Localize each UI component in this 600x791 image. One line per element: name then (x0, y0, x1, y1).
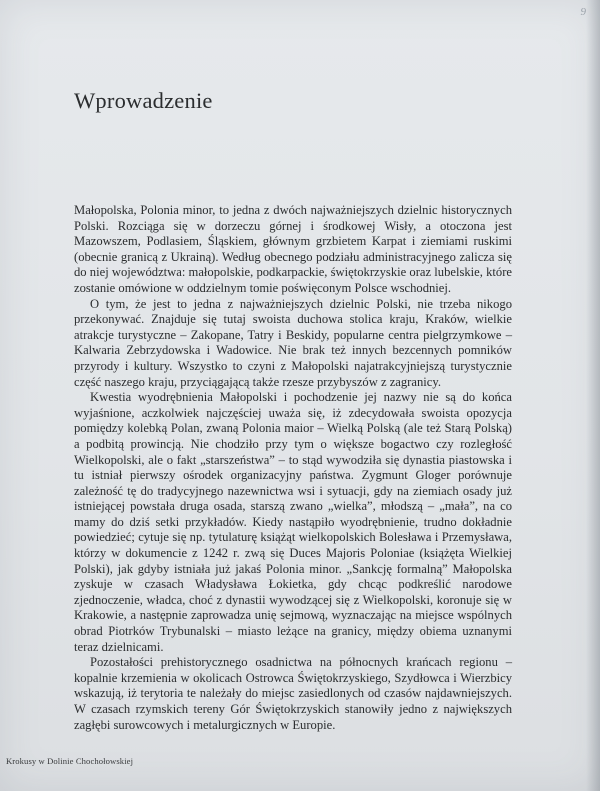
paragraph-3: Kwestia wyodrębnienia Małopolski i pochodzenie jej nazwy nie są do końca wyjaśnione, aczkolwiek najczęściej uważa się, iż zdecydowała swoista opozycja pomiędzy kolebką Polan, zwaną Polonia maior – Wielką Polską (ale też Starą Polską) a podbitą prowincją. Nie chodziło przy tym o większe bogactwo czy rozległość Wielkopolski, ale o fakt „starszeństwa” – to stąd wywodziła się dynastia piastowska i tu istniał pierwszy ośrodek organizacyjny państwa. Zygmunt Gloger porównuje zależność tę do tradycyjnego nazewnictwa wsi i sytuacji, gdy na ziemiach osady już istniejącej powstała druga osada, starszą zwano „wielka”, młodszą – „mała”, na co mamy do dziś setki przykładów. Kiedy nastąpiło wyodrębnienie, trudno dokładnie powiedzieć; cytuje się np. tytulaturę książąt wielkopolskich Bolesława i Przemysława, którzy w dokumencie z 1242 r. zwą się Duces Majoris Poloniae (książęta Wielkiej Polski), jak gdyby istniała już jakaś Polonia minor. „Sankcję formalną” Małopolska zyskuje w czasach Władysława Łokietka, gdy chcąc podkreślić narodowe zjednoczenie, władca, choć z dynastii wywodzącej się z Wielkopolski, koronuje się w Krakowie, a następnie zaprowadza unię sejmową, wyznaczając na miejsce wspólnych obrad Piotrków Trybunalski – miasto leżące na granicy, między obiema uznanymi teraz dzielnicami. (74, 390, 512, 654)
paragraph-2: O tym, że jest to jedna z najważniejszych dzielnic Polski, nie trzeba nikogo przekonywać. Znajduje się tutaj swoista duchowa stolica kraju, Kraków, wielkie atrakcje turystyczne – Zakopane, Tatry i Beskidy, popularne centra pielgrzymkowe – Kalwaria Zebrzydowska i Wadowice. Nie brak też innych bezcennych pomników przyrody i kultury. Wszystko to czyni z Małopolski najatrakcyjniejszą turystycznie część naszego kraju, przyciągającą także rzesze przybyszów z zagranicy. (74, 296, 512, 389)
paragraph-1: Małopolska, Polonia minor, to jedna z dwóch najważniejszych dzielnic historycznych Polski. Rozciąga się w dorzeczu górnej i środkowej Wisły, a otoczona jest Mazowszem, Podlasiem, Śląskiem, głównym grzbietem Karpat i ziemiami ruskimi (obecnie granicą z Ukrainą). Według obecnego podziału administracyjnego zalicza się do niej województwa: małopolskie, podkarpackie, świętokrzyskie oraz lubelskie, które zostanie omówione w oddzielnym tomie poświęconym Polsce wschodniej. (74, 203, 512, 295)
page-edge-shadow (586, 0, 600, 791)
corner-page-mark: 9 (580, 6, 586, 18)
paragraph-4: Pozostałości prehistorycznego osadnictwa na północnych krańcach regionu – kopalnie krzemienia w okolicach Ostrowca Świętokrzyskiego, Szydłowca i Wierzbicy wskazują, iż terytoria te należały do miejsc zasiedlonych od czasów najdawniejszych. W czasach rzymskich tereny Gór Świętokrzyskich stanowiły jedno z największych zagłębi surowcowych i metalurgicznych w Europie. (74, 655, 512, 732)
chapter-title: Wprowadzenie (74, 88, 213, 113)
footer-caption: Krokusy w Dolinie Chochołowskiej (6, 756, 134, 766)
body-text (74, 203, 512, 733)
